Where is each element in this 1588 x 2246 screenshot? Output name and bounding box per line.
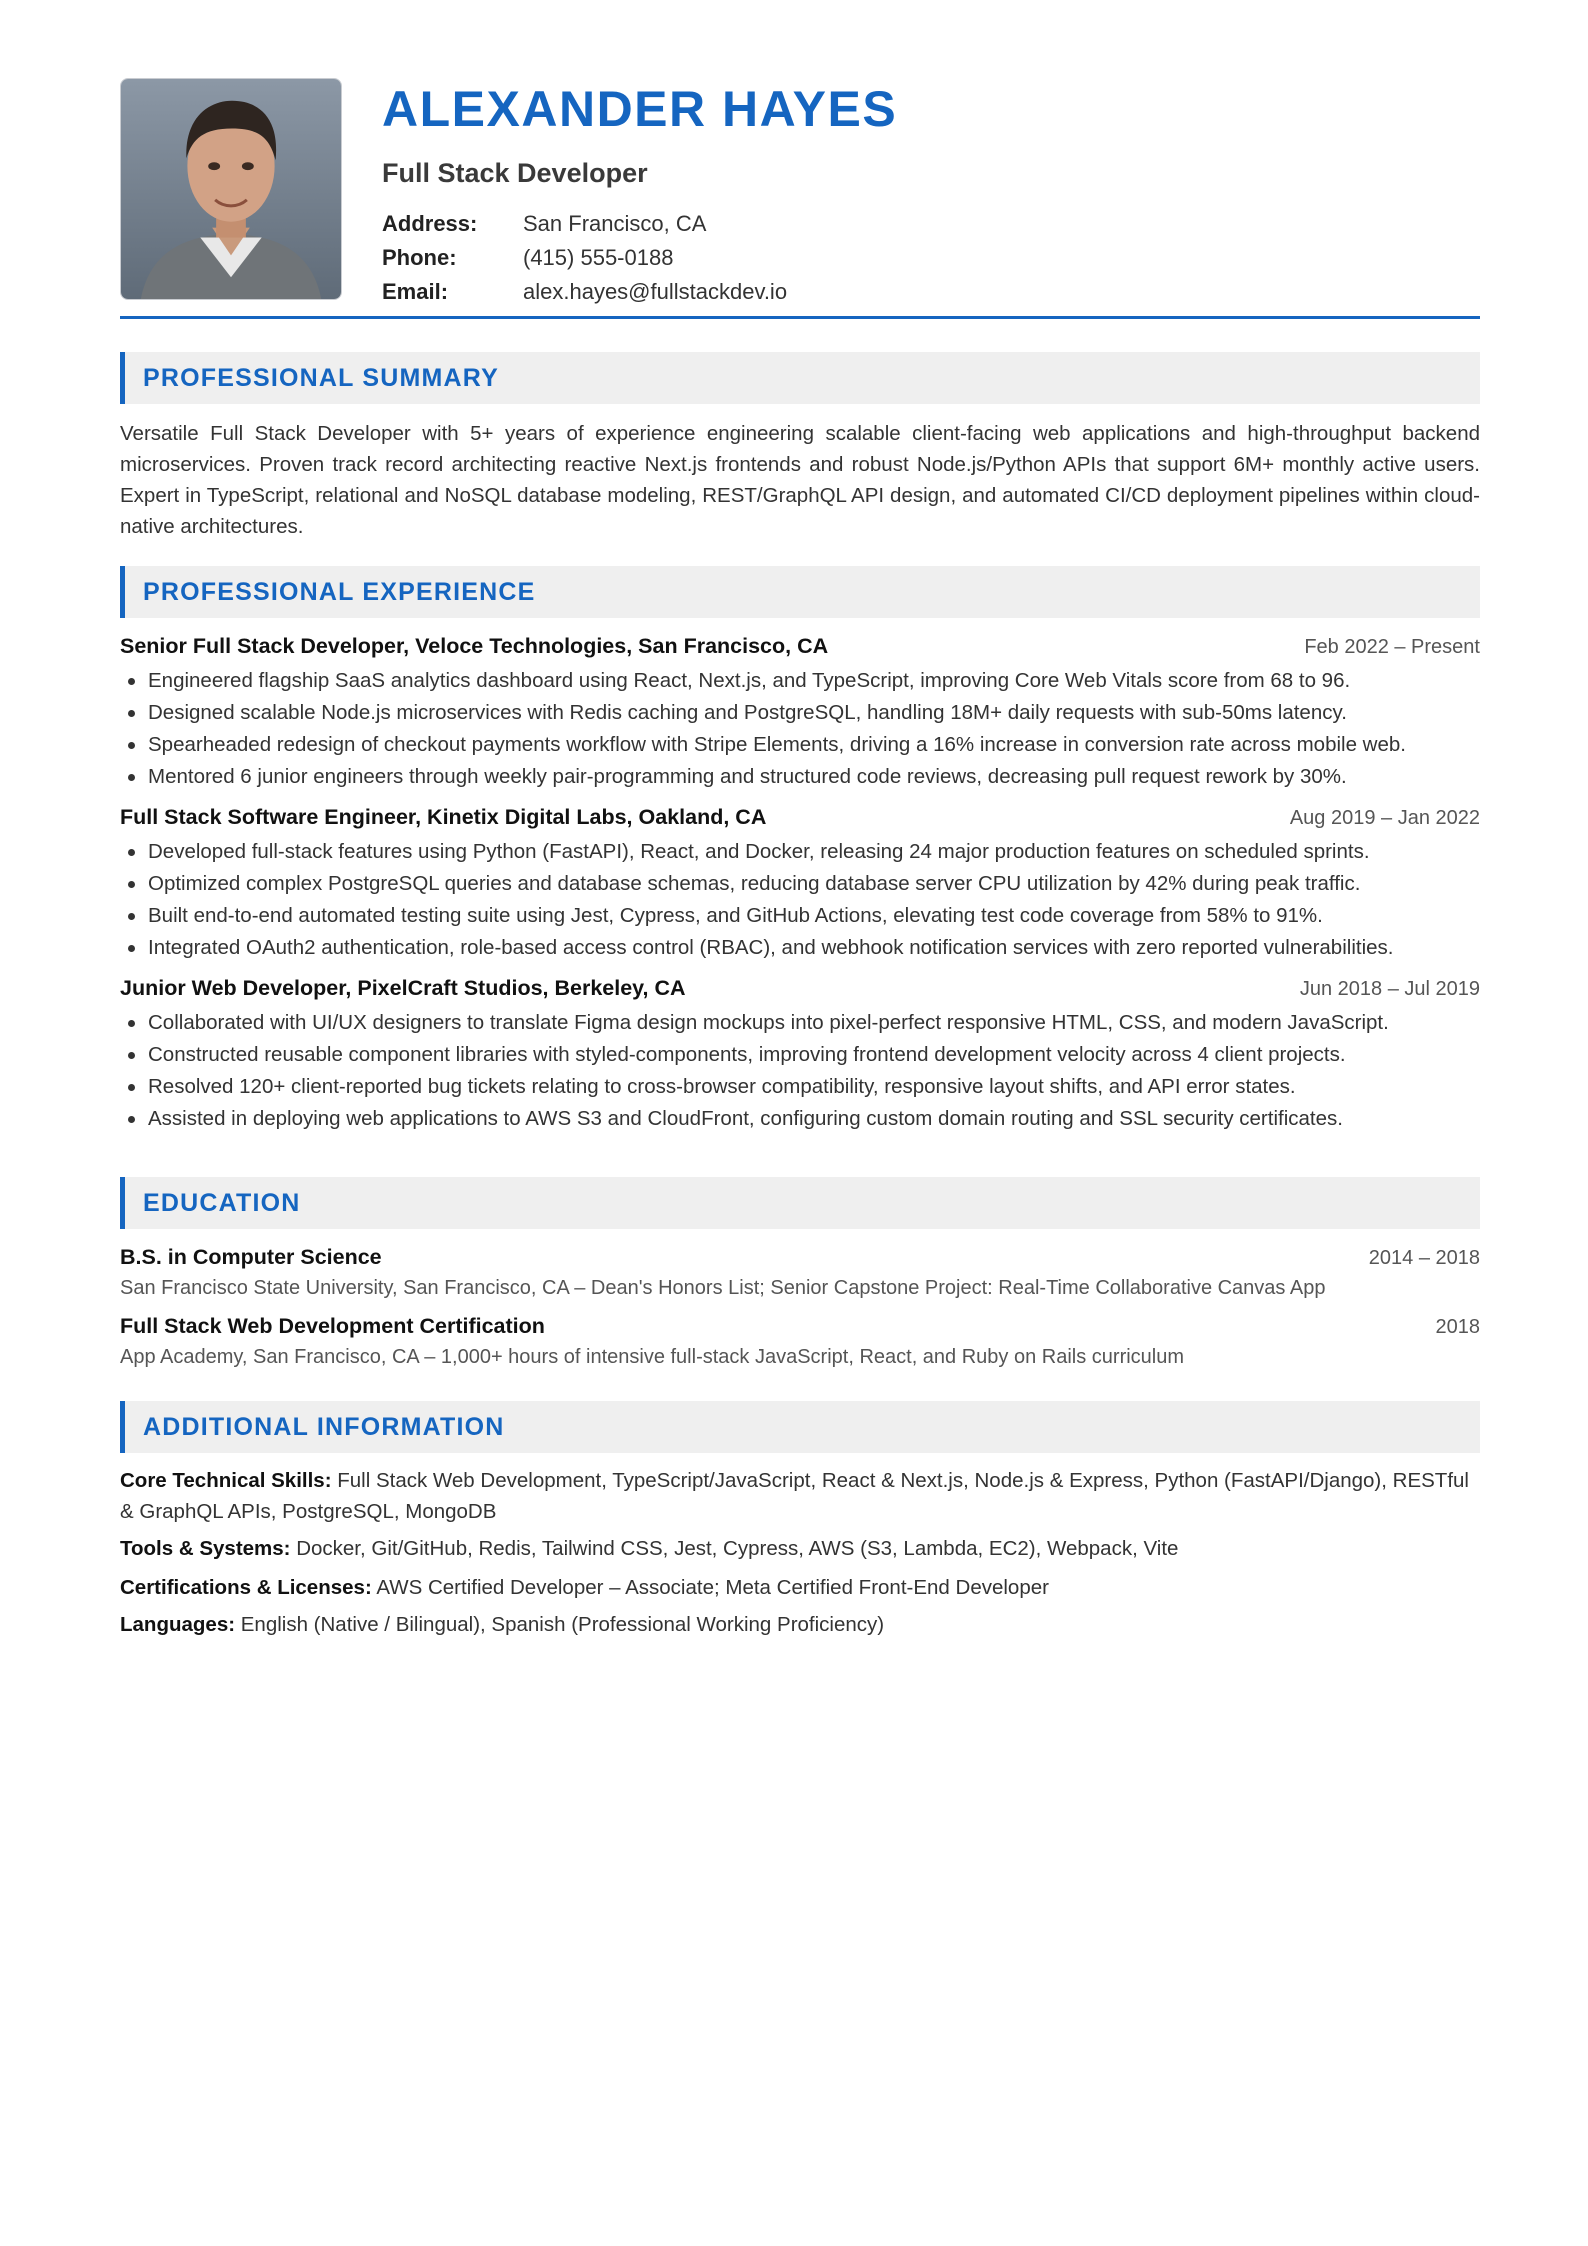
bullet-icon (128, 678, 135, 685)
contact-value: San Francisco, CA (523, 211, 707, 236)
education-entry (120, 1245, 1480, 1302)
job-bullets (120, 836, 1480, 964)
additional-value: English (Native / Bilingual), Spanish (Professional Working Proficiency) (240, 1613, 885, 1636)
job-bullets (120, 1007, 1480, 1135)
header-text (382, 78, 897, 309)
job-title: Full Stack Software Engineer, Kinetix Digital Labs, Oakland, CA (120, 805, 767, 829)
additional-item (120, 1609, 1480, 1640)
experience-section-header (120, 566, 1480, 618)
additional-label: Certifications & Licenses: (120, 1576, 372, 1599)
bullet-icon (128, 742, 135, 749)
profile-photo (120, 78, 342, 300)
bullet-icon (128, 881, 135, 888)
additional-label: Languages: (120, 1613, 236, 1636)
resume-header (120, 78, 1480, 302)
bullet-icon (128, 1116, 135, 1123)
candidate-role: Full Stack Developer (382, 158, 648, 188)
degree-title: B.S. in Computer Science (120, 1245, 382, 1269)
additional-item (120, 1533, 1480, 1564)
contact-label: Email: (382, 279, 449, 304)
bullet-icon (128, 849, 135, 856)
bullet-item (120, 1039, 1480, 1071)
contact-list (382, 207, 897, 309)
bullet-text: Developed full-stack features using Python (FastAPI), React, and Docker, releasing 24 major production features on scheduled sprints. (148, 840, 1370, 863)
bullet-item (120, 932, 1480, 964)
education-detail: App Academy, San Francisco, CA – 1,000+ hours of intensive full-stack JavaScript, React, and Ruby on Rails curriculum (120, 1346, 1185, 1368)
bullet-item (120, 1071, 1480, 1103)
bullet-icon (128, 1020, 135, 1027)
bullet-text: Optimized complex PostgreSQL queries and database schemas, reducing database server CPU utilization by 42% during peak traffic. (148, 872, 1361, 895)
job-entry (120, 976, 1480, 1135)
header-divider (120, 316, 1480, 319)
contact-value: alex.hayes@fullstackdev.io (523, 279, 788, 304)
job-dates: Jun 2018 – Jul 2019 (1299, 978, 1480, 1000)
bullet-item (120, 761, 1480, 793)
job-title: Junior Web Developer, PixelCraft Studios, Berkeley, CA (120, 976, 686, 1000)
additional-label: Core Technical Skills: (120, 1469, 332, 1492)
portrait-image (121, 79, 341, 299)
additional-value: AWS Certified Developer – Associate; Meta Certified Front-End Developer (376, 1576, 1049, 1599)
job-title: Senior Full Stack Developer, Veloce Technologies, San Francisco, CA (120, 634, 829, 658)
additional-list (120, 1465, 1480, 1640)
contact-email (382, 275, 897, 309)
section-title: PROFESSIONAL EXPERIENCE (143, 577, 536, 606)
summary-text: Versatile Full Stack Developer with 5+ years of experience engineering scalable client-facing web applications and high-throughput backend microservices. Proven track record architecting reactive Next.js frontends and robust Node.js/Python APIs that support 6M+ monthly active users. Expert in TypeScript, relational and NoSQL database modeling, REST/GraphQL API design, and automated CI/CD deployment pipelines within cloud-native architectures. (120, 422, 1480, 538)
bullet-icon (128, 774, 135, 781)
bullet-item (120, 729, 1480, 761)
bullet-item (120, 1103, 1480, 1135)
additional-label: Tools & Systems: (120, 1537, 291, 1560)
bullet-item (120, 697, 1480, 729)
job-entry (120, 805, 1480, 964)
additional-item (120, 1465, 1480, 1527)
bullet-item (120, 836, 1480, 868)
bullet-text: Constructed reusable component libraries with styled-components, improving frontend development velocity across 4 client projects. (148, 1043, 1346, 1066)
bullet-item (120, 665, 1480, 697)
job-bullets (120, 665, 1480, 793)
bullet-item (120, 1007, 1480, 1039)
summary-section-header (120, 352, 1480, 404)
bullet-icon (128, 945, 135, 952)
job-entry (120, 634, 1480, 793)
bullet-item (120, 900, 1480, 932)
bullet-text: Assisted in deploying web applications to AWS S3 and CloudFront, configuring custom domain routing and SSL security certificates. (148, 1107, 1343, 1130)
additional-value: Docker, Git/GitHub, Redis, Tailwind CSS, Jest, Cypress, AWS (S3, Lambda, EC2), Webpack, Vite (296, 1537, 1179, 1560)
additional-value: Full Stack Web Development, TypeScript/JavaScript, React & Next.js, Node.js & Express, Python (FastAPI/Django), RESTful & GraphQL APIs, PostgreSQL, MongoDB (120, 1469, 1469, 1523)
bullet-text: Spearheaded redesign of checkout payments workflow with Stripe Elements, driving a 16% increase in conversion rate across mobile web. (148, 733, 1406, 756)
section-title: ADDITIONAL INFORMATION (143, 1412, 505, 1441)
degree-title: Full Stack Web Development Certification (120, 1314, 545, 1338)
bullet-icon (128, 1084, 135, 1091)
bullet-icon (128, 1052, 135, 1059)
bullet-icon (128, 710, 135, 717)
job-dates: Aug 2019 – Jan 2022 (1289, 807, 1480, 829)
bullet-icon (128, 913, 135, 920)
section-title: EDUCATION (143, 1188, 301, 1217)
section-title: PROFESSIONAL SUMMARY (143, 363, 499, 392)
contact-address (382, 207, 897, 241)
bullet-text: Built end-to-end automated testing suite using Jest, Cypress, and GitHub Actions, elevating test code coverage from 58% to 91%. (148, 904, 1323, 927)
bullet-item (120, 868, 1480, 900)
bullet-text: Integrated OAuth2 authentication, role-based access control (RBAC), and webhook notification services with zero reported vulnerabilities. (148, 936, 1394, 959)
bullet-text: Mentored 6 junior engineers through weekly pair-programming and structured code reviews, decreasing pull request rework by 30%. (148, 765, 1347, 788)
education-years: 2018 (1435, 1316, 1480, 1338)
contact-label: Phone: (382, 245, 457, 270)
bullet-text: Designed scalable Node.js microservices with Redis caching and PostgreSQL, handling 18M+ daily requests with sub-50ms latency. (148, 701, 1347, 724)
additional-item (120, 1572, 1480, 1603)
education-detail: San Francisco State University, San Francisco, CA – Dean's Honors List; Senior Capstone Project: Real-Time Collaborative Canvas App (120, 1277, 1326, 1299)
bullet-text: Collaborated with UI/UX designers to translate Figma design mockups into pixel-perfect responsive HTML, CSS, and modern JavaScript. (148, 1011, 1389, 1034)
candidate-name: ALEXANDER HAYES (382, 81, 898, 137)
contact-label: Address: (382, 211, 478, 236)
additional-section-header (120, 1401, 1480, 1453)
education-entry (120, 1314, 1480, 1371)
resume-content (120, 78, 1480, 1640)
contact-phone (382, 241, 897, 275)
bullet-text: Resolved 120+ client-reported bug tickets relating to cross-browser compatibility, responsive layout shifts, and API error states. (148, 1075, 1296, 1098)
education-years: 2014 – 2018 (1368, 1247, 1480, 1269)
education-section-header (120, 1177, 1480, 1229)
bullet-text: Engineered flagship SaaS analytics dashboard using React, Next.js, and TypeScript, improving Core Web Vitals score from 68 to 96. (148, 669, 1351, 692)
contact-value: (415) 555-0188 (523, 245, 674, 270)
job-dates: Feb 2022 – Present (1304, 636, 1480, 658)
